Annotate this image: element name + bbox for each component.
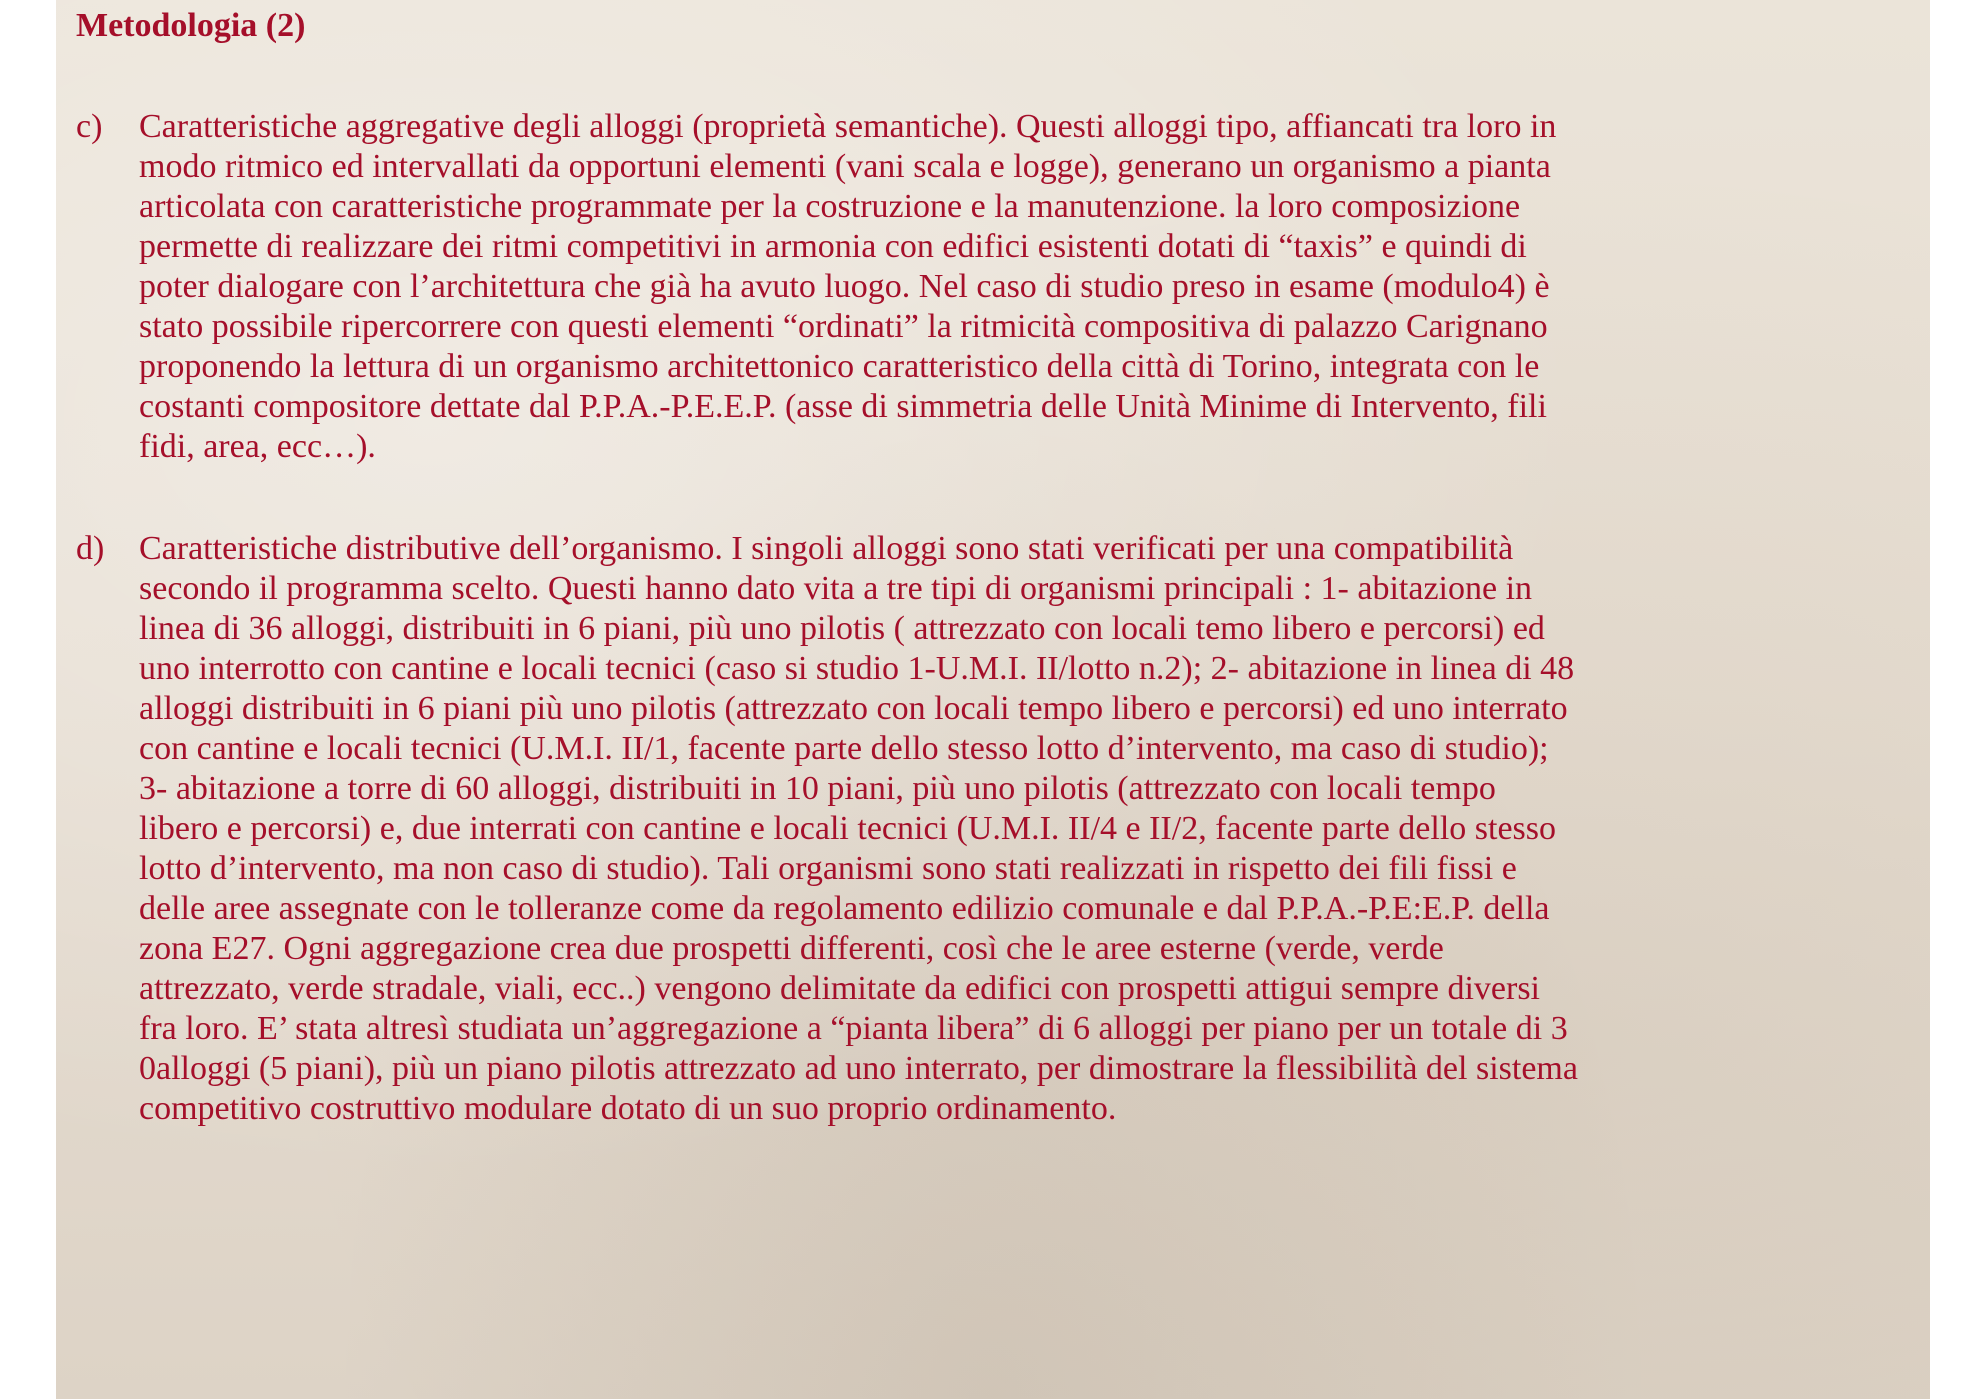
paragraph-c (139, 107, 1919, 467)
paragraph-line: Caratteristiche distributive dell’organismo. I singoli alloggi sono stati verificati per una compatibilità (139, 530, 1514, 567)
slide-page (56, 0, 1930, 1399)
paragraph-line: costanti compositore dettate dal P.P.A.-P.E.E.P. (asse di simmetria delle Unità Minime di Intervento, fili (139, 388, 1547, 425)
paragraph-line: alloggi distribuiti in 6 piani più uno pilotis (attrezzato con locali tempo libero e percorsi) ed uno interrato (139, 690, 1568, 727)
paragraph-line: modo ritmico ed intervallati da opportuni elementi (vani scala e logge), generano un organismo a pianta (139, 148, 1551, 185)
paragraph-line: proponendo la lettura di un organismo architettonico caratteristico della città di Torino, integrata con le (139, 348, 1540, 385)
paragraph-line: fidi, area, ecc…). (139, 428, 376, 465)
paragraph-line: lotto d’intervento, ma non caso di studio). Tali organismi sono stati realizzati in rispetto dei fili fissi e (139, 850, 1517, 887)
paragraph-line: 0alloggi (5 piani), più un piano pilotis attrezzato ad uno interrato, per dimostrare la flessibilità del sistema (139, 1050, 1578, 1087)
paragraph-line: con cantine e locali tecnici (U.M.I. II/1, facente parte dello stesso lotto d’intervento, ma caso di studio); (139, 730, 1549, 767)
paragraph-line: uno interrotto con cantine e locali tecnici (caso si studio 1-U.M.I. II/lotto n.2); 2- abitazione in linea di 48 (139, 650, 1575, 687)
paragraph-d (139, 529, 1919, 1129)
list-marker-d: d) (76, 530, 105, 567)
paragraph-line: stato possibile ripercorrere con questi elementi “ordinati” la ritmicità compositiva di palazzo Carignano (139, 308, 1548, 345)
slide-title: Metodologia (2) (76, 7, 306, 44)
paragraph-line: fra loro. E’ stata altresì studiata un’aggregazione a “pianta libera” di 6 alloggi per piano per un totale di 3 (139, 1010, 1568, 1047)
list-marker-c: c) (76, 108, 103, 145)
paragraph-line: linea di 36 alloggi, distribuiti in 6 piani, più uno pilotis ( attrezzato con locali temo libero e percorsi) ed (139, 610, 1545, 647)
paragraph-line: 3- abitazione a torre di 60 alloggi, distribuiti in 10 piani, più uno pilotis (attrezzato con locali tempo (139, 770, 1496, 807)
paragraph-line: competitivo costruttivo modulare dotato di un suo proprio ordinamento. (139, 1090, 1117, 1127)
paragraph-line: attrezzato, verde stradale, viali, ecc..) vengono delimitate da edifici con prospetti attigui sempre diversi (139, 970, 1541, 1007)
paragraph-line: delle aree assegnate con le tolleranze come da regolamento edilizio comunale e dal P.P.A.-P.E:E.P. della (139, 890, 1550, 927)
paragraph-line: secondo il programma scelto. Questi hanno dato vita a tre tipi di organismi principali : 1- abitazione in (139, 570, 1533, 607)
paragraph-line: libero e percorsi) e, due interrati con cantine e locali tecnici (U.M.I. II/4 e II/2, facente parte dello stesso (139, 810, 1556, 847)
paragraph-line: permette di realizzare dei ritmi competitivi in armonia con edifici esistenti dotati di “taxis” e quindi di (139, 228, 1527, 265)
paragraph-line: articolata con caratteristiche programmate per la costruzione e la manutenzione. la loro composizione (139, 188, 1521, 225)
paragraph-line: Caratteristiche aggregative degli alloggi (proprietà semantiche). Questi alloggi tipo, affiancati tra loro in (139, 108, 1557, 145)
paragraph-line: zona E27. Ogni aggregazione crea due prospetti differenti, così che le aree esterne (verde, verde (139, 930, 1444, 967)
paragraph-line: poter dialogare con l’architettura che già ha avuto luogo. Nel caso di studio preso in esame (modulo4) è (139, 268, 1550, 305)
